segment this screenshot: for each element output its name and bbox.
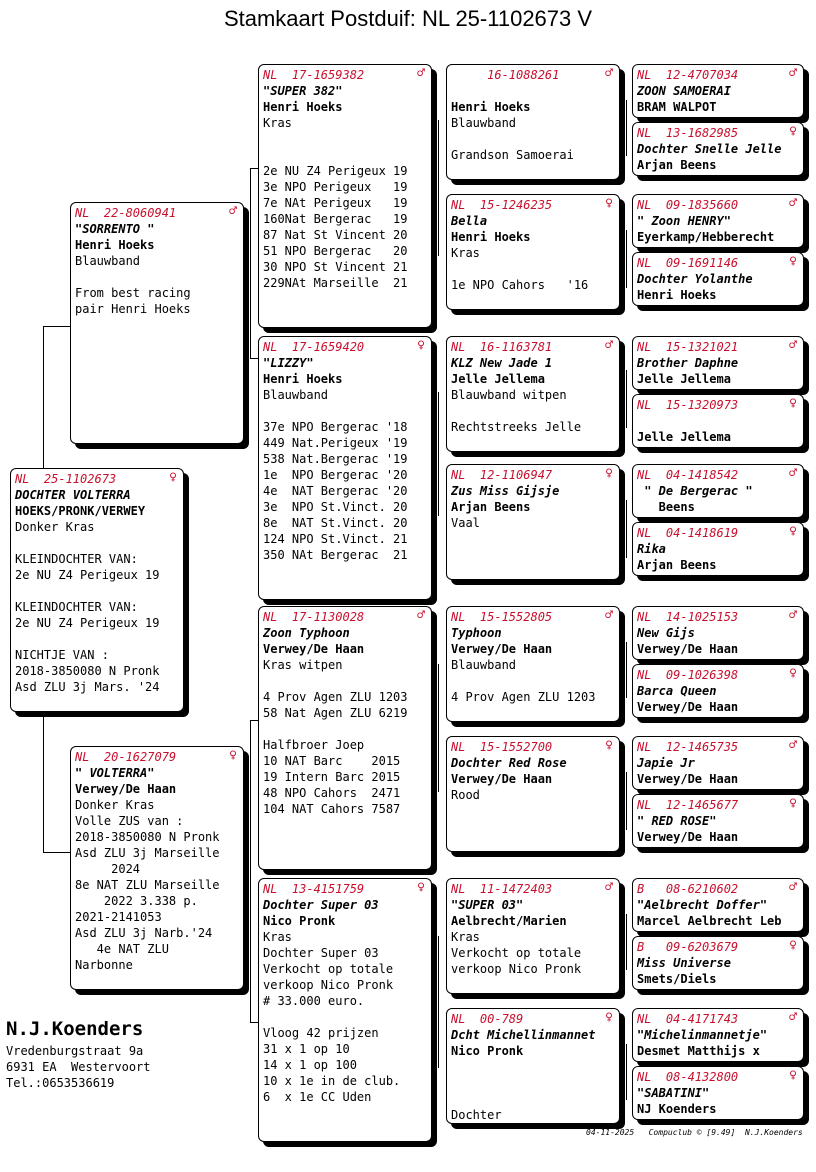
connector [626,642,627,698]
pigeon-name: "SABATINI" [637,1086,710,1100]
pigeon-name: "Aelbrecht Doffer" [637,898,768,912]
ring-number: NL 13-4151759 [263,882,365,896]
connector [250,358,258,359]
male-symbol-icon: ♂ [229,204,237,219]
info-line: 3e NPO St.Vinct. 20 [263,500,408,514]
connector [626,1044,627,1100]
pigeon-card-g4-12[interactable] [632,794,804,848]
ring-number: NL 15-1552805 [451,610,553,624]
female-symbol-icon: ♀ [605,466,613,481]
breeder-name: Jelle Jellema [451,372,545,386]
pigeon-card-ggp8[interactable] [446,1008,620,1124]
pigeon-card-gp4[interactable] [258,878,432,1142]
breeder-name: Verwey/De Haan [75,782,177,796]
pigeon-name: "SORRENTO " [75,222,155,236]
breeder-name: Verwey/De Haan [637,830,739,844]
ring-number: NL 09-1835660 [637,198,739,212]
breeder-name: Smets/Diels [637,972,717,986]
breeder-name: Verwey/De Haan [637,772,739,786]
pigeon-name: Zus Miss Gijsje [451,484,560,498]
male-symbol-icon: ♂ [789,466,797,481]
info-line: Blauwband [451,658,517,672]
info-line: NICHTJE VAN : [15,648,109,662]
female-symbol-icon: ♀ [789,666,797,681]
breeder-name: NJ Koenders [637,1102,717,1116]
ring-number: NL 00-789 [451,1012,524,1026]
breeder-name: Arjan Beens [451,500,531,514]
female-symbol-icon: ♀ [789,254,797,269]
info-line: 4 Prov Agen ZLU 1203 [263,690,408,704]
ring-number: NL 13-1682985 [637,126,739,140]
pigeon-card-g4-8[interactable] [632,522,804,576]
info-line: 2018-3850080 N Pronk [75,830,220,844]
pigeon-card-father[interactable] [70,202,244,444]
info-line: 10 x 1e in de club. [263,1074,401,1088]
ring-number: NL 12-4707034 [637,68,739,82]
male-symbol-icon: ♂ [789,608,797,623]
connector [43,326,44,468]
info-line: 19 Intern Barc 2015 [263,770,401,784]
female-symbol-icon: ♀ [789,124,797,139]
connector [250,168,258,169]
info-line [263,147,427,163]
ring-number: NL 20-1627079 [75,750,177,764]
breeder-name: Verwey/De Haan [451,772,553,786]
info-line: Kras [451,930,480,944]
info-line: 2e NU Z4 Perigeux 19 [263,164,408,178]
pigeon-card-ggp7[interactable] [446,878,620,994]
connector [438,392,439,516]
ring-number: NL 17-1130028 [263,610,365,624]
pigeon-name: Miss Universe [637,956,731,970]
ring-number: NL 12-1465735 [637,740,739,754]
ring-number: NL 11-1472403 [451,882,553,896]
connector [250,168,251,358]
female-symbol-icon: ♀ [789,524,797,539]
connector [626,230,627,288]
pigeon-card-g4-13[interactable] [632,878,804,932]
breeder-name: Nico Pronk [263,914,336,928]
connector [626,370,627,428]
ring-number: 16-1088261 [451,68,560,82]
connector [250,1022,258,1023]
female-symbol-icon: ♀ [229,748,237,763]
male-symbol-icon: ♂ [605,880,613,895]
info-line: 124 NPO St.Vinct. 21 [263,532,408,546]
info-line: KLEINDOCHTER VAN: [15,552,138,566]
print-stamp: 04-11-2025 Compuclub © [9.49] N.J.Koenders [586,1128,803,1137]
info-line: 2024 [75,862,141,876]
connector [438,936,439,1068]
ring-number: NL 25-1102673 [15,472,117,486]
breeder-name: Henri Hoeks [263,372,343,386]
pigeon-card-ggp2[interactable] [446,194,620,310]
ring-number: NL 17-1659420 [263,340,365,354]
pigeon-name: Rika [637,542,666,556]
info-line: From best racing [75,286,191,300]
info-line: 58 Nat Agen ZLU 6219 [263,706,408,720]
pigeon-card-gp1[interactable] [258,64,432,328]
pigeon-name: New Gijs [637,626,695,640]
pigeon-card-g4-6[interactable] [632,394,804,448]
connector [626,772,627,830]
info-line: Dochter [451,1108,502,1122]
ring-number: B 09-6203679 [637,940,739,954]
ring-number: NL 17-1659382 [263,68,365,82]
pigeon-card-g4-5[interactable] [632,336,804,390]
ring-number: NL 04-4171743 [637,1012,739,1026]
female-symbol-icon: ♀ [605,738,613,753]
male-symbol-icon: ♂ [789,196,797,211]
info-line [451,673,615,689]
male-symbol-icon: ♂ [789,1010,797,1025]
info-line: 160Nat Bergerac 19 [263,212,408,226]
breeder-name: BRAM WALPOT [637,100,717,114]
ring-number: NL 12-1106947 [451,468,553,482]
info-line: 31 x 1 op 10 [263,1042,350,1056]
info-line: pair Henri Hoeks [75,302,191,316]
breeder-name: Henri Hoeks [451,100,531,114]
breeder-name: Verwey/De Haan [263,642,365,656]
breeder-name: Arjan Beens [637,158,717,172]
info-line: Blauwband [263,388,329,402]
info-line: Halfbroer Joep [263,738,365,752]
pigeon-name: Barca Queen [637,684,717,698]
connector [43,712,44,852]
pigeon-card-g4-1[interactable] [632,64,804,118]
info-line: 2018-3850080 N Pronk [15,664,160,678]
breeder-name: Desmet Matthijs x [637,1044,760,1058]
female-symbol-icon: ♀ [789,938,797,953]
pigeon-name: Zoon Typhoon [263,626,350,640]
pigeon-card-g4-7[interactable] [632,464,804,518]
info-line: Volle ZUS van : [75,814,184,828]
breeder-name: Eyerkamp/Hebberecht [637,230,775,244]
info-line: 8e NAT ZLU Marseille [75,878,220,892]
breeder-name: Nico Pronk [451,1044,524,1058]
pigeon-card-gp2[interactable] [258,336,432,600]
info-line [451,1091,615,1107]
info-line: 48 NPO Cahors 2471 [263,786,401,800]
info-line [637,413,799,429]
info-line [451,131,615,147]
info-line: Kras [263,116,292,130]
info-line: 4e NAT ZLU [75,942,169,956]
breeder-name: Verwey/De Haan [637,700,739,714]
info-line: 229NAt Marseille 21 [263,276,408,290]
breeder-name: Henri Hoeks [637,288,717,302]
owner-city: 6931 EA Westervoort [6,1060,151,1074]
pigeon-card-g4-11[interactable] [632,736,804,790]
pigeon-name: Dochter Super 03 [263,898,379,912]
pigeon-name: "SUPER 03" [451,898,524,912]
pigeon-card-g4-16[interactable] [632,1066,804,1120]
info-line: 538 Nat.Bergerac '19 [263,452,408,466]
female-symbol-icon: ♀ [605,196,613,211]
pigeon-name: " RED ROSE" [637,814,717,828]
info-line: Verkocht op totale [263,962,394,976]
info-line: 6 x 1e CC Uden [263,1090,372,1104]
pigeon-name: Bella [451,214,488,228]
connector [43,852,70,853]
ring-number: NL 16-1163781 [451,340,553,354]
owner-street: Vredenburgstraat 9a [6,1044,144,1058]
info-line: 8e NAT St.Vinct. 20 [263,516,408,530]
info-line: 2022 3.338 p. [75,894,198,908]
ring-number: NL 09-1691146 [637,256,739,270]
owner-name: N.J.Koenders [6,1018,144,1040]
connector [250,720,258,721]
breeder-name: Marcel Aelbrecht Leb [637,914,782,928]
female-symbol-icon: ♀ [169,470,177,485]
info-line [15,583,179,599]
info-line: 7e NAt Perigeux 19 [263,196,408,210]
connector [626,500,627,558]
pigeon-card-g4-14[interactable] [632,936,804,990]
info-line: Asd ZLU 3j Marseille [75,846,220,860]
male-symbol-icon: ♂ [417,608,425,623]
pigeon-card-ggp6[interactable] [446,736,620,852]
pigeon-card-ggp5[interactable] [446,606,620,722]
info-line [451,83,615,99]
info-line [263,1009,427,1025]
info-line [263,403,427,419]
breeder-name: Verwey/De Haan [637,642,739,656]
pigeon-name: Dochter Yolanthe [637,272,753,286]
female-symbol-icon: ♀ [789,1068,797,1083]
male-symbol-icon: ♂ [789,880,797,895]
pigeon-card-g4-9[interactable] [632,606,804,660]
ring-number: NL 15-1246235 [451,198,553,212]
page-title: Stamkaart Postduif: NL 25-1102673 V [223,6,593,31]
info-line: Donker Kras [75,798,155,812]
breeder-name: Verwey/De Haan [451,642,553,656]
pigeon-card-g4-3[interactable] [632,194,804,248]
connector [438,664,439,792]
info-line: 14 x 1 op 100 [263,1058,357,1072]
ring-number: NL 04-1418619 [637,526,739,540]
ring-number: NL 09-1026398 [637,668,739,682]
info-line: Vaal [451,516,480,530]
info-line [263,673,427,689]
info-line: 87 Nat St Vincent 20 [263,228,408,242]
info-line: Kras [451,246,480,260]
breeder-name: Henri Hoeks [451,230,531,244]
pigeon-name: Dochter Snelle Jelle [637,142,782,156]
info-line: Verkocht op totale [451,946,582,960]
info-line: Grandson Samoerai [451,148,574,162]
info-line: Rechtstreeks Jelle [451,420,582,434]
info-line: Asd ZLU 3j Mars. '24 [15,680,160,694]
info-line: KLEINDOCHTER VAN: [15,600,138,614]
breeder-name: Arjan Beens [637,558,717,572]
info-line: verkoop Nico Pronk [263,978,394,992]
breeder-name: Aelbrecht/Marien [451,914,567,928]
pigeon-name: Dochter Red Rose [451,756,567,770]
male-symbol-icon: ♂ [789,738,797,753]
info-line [263,721,427,737]
connector [438,120,439,256]
pigeon-card-g4-15[interactable] [632,1008,804,1062]
pigeon-name: " De Bergerac " [637,484,753,498]
info-line: Donker Kras [15,520,95,534]
pigeon-name: Typhoon [451,626,502,640]
male-symbol-icon: ♂ [605,608,613,623]
info-line: 51 NPO Bergerac 20 [263,244,408,258]
female-symbol-icon: ♀ [789,796,797,811]
pigeon-name: DOCHTER VOLTERRA [15,488,131,502]
connector [250,720,251,1022]
ring-number: NL 08-4132800 [637,1070,739,1084]
info-line [451,261,615,277]
pigeon-name: KLZ New Jade 1 [451,356,553,370]
pigeon-name: "LIZZY" [263,356,314,370]
pigeon-card-g4-4[interactable] [632,252,804,306]
info-line [451,403,615,419]
ring-number: NL 15-1552700 [451,740,553,754]
pigeon-name: ZOON SAMOERAI [637,84,731,98]
info-line [15,535,179,551]
connector [626,914,627,970]
breeder-name: Henri Hoeks [75,238,155,252]
ring-number: B 08-6210602 [637,882,739,896]
pigeon-card-g4-2[interactable] [632,122,804,176]
info-line: 2e NU Z4 Perigeux 19 [15,616,160,630]
info-line: Vloog 42 prijzen [263,1026,379,1040]
info-line: Narbonne [75,958,133,972]
pigeon-name: Brother Daphne [637,356,739,370]
male-symbol-icon: ♂ [789,66,797,81]
male-symbol-icon: ♂ [789,338,797,353]
pigeon-card-ggp1[interactable] [446,64,620,180]
info-line: Asd ZLU 3j Narb.'24 [75,926,213,940]
info-line: Kras [263,930,292,944]
info-line: Blauwband witpen [451,388,567,402]
info-line: Kras witpen [263,658,343,672]
male-symbol-icon: ♂ [417,66,425,81]
female-symbol-icon: ♀ [789,396,797,411]
info-line [75,269,239,285]
breeder-name: Jelle Jellema [637,372,731,386]
female-symbol-icon: ♀ [417,880,425,895]
male-symbol-icon: ♂ [605,338,613,353]
info-line: 10 NAT Barc 2015 [263,754,401,768]
info-line: verkoop Nico Pronk [451,962,582,976]
ring-number: NL 12-1465677 [637,798,739,812]
breeder-name: Henri Hoeks [263,100,343,114]
pigeon-name: "Michelinmannetje" [637,1028,768,1042]
info-line: 104 NAT Cahors 7587 [263,802,401,816]
pigeon-card-gp3[interactable] [258,606,432,870]
info-line: 4e NAT Bergerac '20 [263,484,408,498]
ring-number: NL 15-1320973 [637,398,739,412]
pigeon-card-gen0[interactable] [10,468,184,712]
info-line [263,131,427,147]
info-line: 449 Nat.Perigeux '19 [263,436,408,450]
pigeon-name: "SUPER 382" [263,84,343,98]
info-line: Blauwband [451,116,517,130]
info-line: 1e NPO Cahors '16 [451,278,589,292]
connector [43,326,70,327]
info-line: Rood [451,788,480,802]
info-line: 37e NPO Bergerac '18 [263,420,408,434]
pigeon-name: Dcht Michellinmannet [451,1028,596,1042]
info-line [451,1059,615,1075]
info-line: 3e NPO Perigeux 19 [263,180,408,194]
female-symbol-icon: ♀ [417,338,425,353]
male-symbol-icon: ♂ [605,66,613,81]
info-line [15,631,179,647]
ring-number: NL 15-1321021 [637,340,739,354]
breeder-name: Beens [637,500,695,514]
info-line: Dochter Super 03 [263,946,379,960]
owner-phone: Tel.:0653536619 [6,1076,115,1090]
info-line [451,1075,615,1091]
breeder-name: Jelle Jellema [637,430,731,444]
pigeon-card-g4-10[interactable] [632,664,804,718]
info-line: Blauwband [75,254,141,268]
ring-number: NL 14-1025153 [637,610,739,624]
info-line: 30 NPO St Vincent 21 [263,260,408,274]
info-line: # 33.000 euro. [263,994,365,1008]
info-line: 350 NAt Bergerac 21 [263,548,408,562]
info-line: 2021-2141053 [75,910,162,924]
female-symbol-icon: ♀ [605,1010,613,1025]
pigeon-name: " VOLTERRA" [75,766,155,780]
info-line: 1e NPO Bergerac '20 [263,468,408,482]
ring-number: NL 04-1418542 [637,468,739,482]
pigeon-card-ggp3[interactable] [446,336,620,452]
connector [626,100,627,156]
info-line: 2e NU Z4 Perigeux 19 [15,568,160,582]
pigeon-card-mother[interactable] [70,746,244,990]
pigeon-name: Japie Jr [637,756,695,770]
ring-number: NL 22-8060941 [75,206,177,220]
pigeon-name: " Zoon HENRY" [637,214,731,228]
breeder-name: HOEKS/PRONK/VERWEY [15,504,146,518]
pigeon-card-ggp4[interactable] [446,464,620,580]
info-line: 4 Prov Agen ZLU 1203 [451,690,596,704]
